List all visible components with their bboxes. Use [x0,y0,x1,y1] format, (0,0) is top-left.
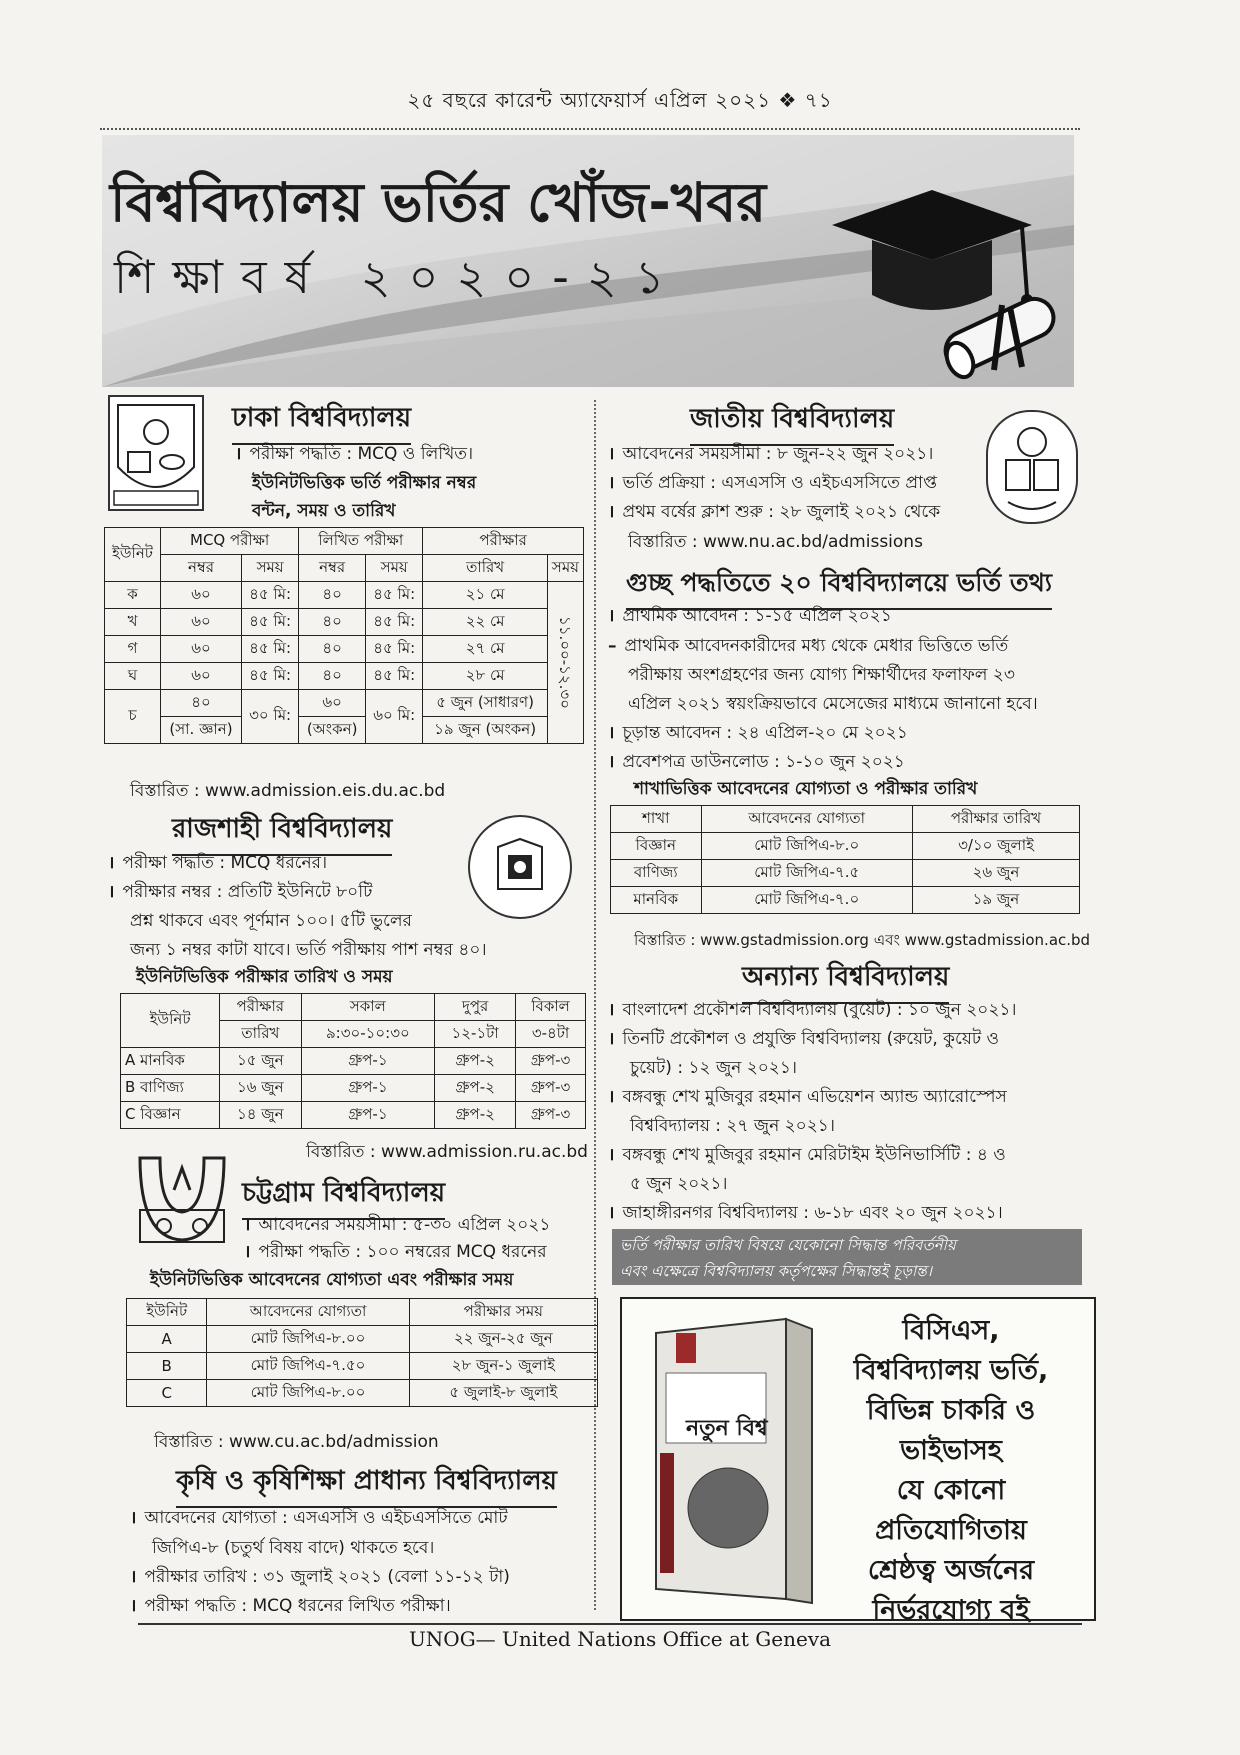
th-date: তারিখ [423,555,548,582]
cell-mcq-time: ৪৫ মি: [242,609,299,636]
cell-branch: মানবিক [611,887,702,914]
bullet: । [244,1215,251,1235]
dhaka-line3: বন্টন, সময় ও তারিখ [252,501,396,521]
cell-mcq-marks: ৬০ [161,609,242,636]
dhaka-line2: ইউনিটভিত্তিক ভর্তি পরীক্ষার নম্বর [252,473,477,493]
cell-afternoon: গ্রুপ-৩ [516,1102,586,1129]
notice-line2: এবং এক্ষেত্রে বিশ্ববিদ্যালয় কর্তৃপক্ষের সিদ্ধান্তই চূড়ান্ত। [620,1262,933,1280]
rajshahi-details-link[interactable]: বিস্তারিত : www.admission.ru.ac.bd [306,1142,588,1162]
th-time: সময় [242,555,299,582]
bullet: । [108,882,115,902]
cluster-line5-row [608,719,908,748]
cluster-line3: পরীক্ষায় অংশগ্রহণের জন্য যোগ্য শিক্ষার্থীদের ফলাফল ২৩ [628,665,1015,685]
dotted-divider [100,128,1080,130]
bullet: । [608,1029,615,1049]
bullet: । [108,853,115,873]
th-marks: নম্বর [299,555,366,582]
ad-line: নির্ভরযোগ্য বই [872,1595,1030,1626]
th-time: সময় [366,555,423,582]
bullet: । [244,1242,251,1262]
th-exam: পরীক্ষার [220,994,301,1021]
table-row [611,887,1080,914]
cell-mcq-marks: ৬০ [161,582,242,609]
cell-unit: B বাণিজ্য [121,1075,220,1102]
ad-line: বিভিন্ন চাকরি ও [866,1395,1036,1426]
cell-date: ১৬ জুন [220,1075,301,1102]
cell-date: ১৫ জুন [220,1048,301,1075]
bullet: । [608,752,615,772]
national-title: জাতীয় বিশ্ববিদ্যালয় [690,398,894,446]
th-afternoon-time: ৩-৪টা [516,1021,586,1048]
bullet: । [130,1508,137,1528]
table-header-row [611,806,1080,833]
th-exam-date: পরীক্ষার তারিখ [912,806,1079,833]
cell-mcq-time: ৪৫ মি: [242,582,299,609]
bullet: । [608,723,615,743]
cell-morning: গ্রুপ-১ [301,1048,435,1075]
cell-written-time: ৬০ মি: [366,690,423,744]
bullet: । [608,1145,615,1165]
th-unit: ইউনিট [127,1299,207,1326]
national-line2-row [608,469,937,498]
cell-eligibility: মোট জিপিএ-৮.০০ [207,1380,409,1407]
ad-line: বিসিএস, [902,1315,1000,1346]
footer-text: UNOG— United Nations Office at Geneva [408,1627,832,1651]
others-line3a: বঙ্গবন্ধু শেখ মুজিবুর রহমান এভিয়েশন অ্যান্ড অ্যারোস্পেস [622,1087,1007,1107]
agri-line1-row [130,1504,508,1533]
table-header-row [105,528,584,555]
ad-text [826,1311,1076,1631]
ad-line: ভাইভাসহ [900,1435,1002,1466]
cell-noon: গ্রুপ-২ [435,1048,516,1075]
cell-eligibility: মোট জিপিএ-৭.৫ [701,860,912,887]
cell-morning: গ্রুপ-১ [301,1075,435,1102]
cluster-line4: এপ্রিল ২০২১ স্বয়ংক্রিয়ভাবে মেসেজের মাধ্যমে জানানো হবে। [628,694,1038,714]
book-advertisement [620,1297,1096,1626]
table-subheader-row [105,555,584,582]
table-row [105,690,584,717]
page-header: ২৫ বছরে কারেন্ট অ্যাফেয়ার্স এপ্রিল ২০২১ ❖ ৭১ [407,88,833,112]
agri-line3-row [130,1563,510,1592]
th-written: লিখিত পরীক্ষা [299,528,423,555]
chittagong-exam-table [126,1298,598,1407]
dhaka-exam-table [104,527,584,744]
table-row [611,833,1080,860]
others-line2-row [608,1025,999,1054]
chittagong-title: চট্টগ্রাম বিশ্ববিদ্যালয় [242,1172,445,1220]
cell-written-time: ৪৫ মি: [366,609,423,636]
table-row [121,1048,586,1075]
ad-line: যে কোনো [896,1475,1006,1506]
cell-mcq-time: ৩০ মি: [242,690,299,744]
bullet: । [130,1596,137,1616]
bullet: । [608,502,615,522]
footer-divider [138,1623,1082,1625]
bullet: । [608,444,615,464]
others-line3-row [608,1083,1007,1112]
cell-mcq-marks: ৪০ [161,690,242,717]
rajshahi-line2-row [108,878,372,907]
th-afternoon: বিকাল [516,994,586,1021]
agri-line4: পরীক্ষা পদ্ধতি : MCQ ধরনের লিখিত পরীক্ষা। [144,1596,451,1616]
cell-unit: ঘ [105,663,161,690]
rajshahi-line4: জন্য ১ নম্বর কাটা যাবে। ভর্তি পরীক্ষায় পাশ নম্বর ৪০। [130,940,487,960]
agri-line1: আবেদনের যোগ্যতা : এসএসসি ও এইচএসসিতে মোট [144,1508,508,1528]
cell-exam-time: ৫ জুলাই-৮ জুলাই [409,1380,597,1407]
others-line5: জাহাঙ্গীরনগর বিশ্ববিদ্যালয় : ৬-১৮ এবং ২০ জুন ২০২১। [622,1203,1003,1223]
cluster-line1: প্রাথমিক আবেদন : ১-১৫ এপ্রিল ২০২১ [622,606,892,626]
table-row [127,1353,598,1380]
cell-unit: চ [105,690,161,744]
cell-date: ২৭ মে [423,636,548,663]
cell-mcq-sub: (সা. জ্ঞান) [161,717,242,744]
th-unit: ইউনিট [121,994,220,1048]
cell-branch: বিজ্ঞান [611,833,702,860]
table-row [105,636,584,663]
cell-written-marks: ৬০ [299,690,366,717]
cell-eligibility: মোট জিপিএ-৮.০ [701,833,912,860]
th-morning: সকাল [301,994,435,1021]
banner-title: বিশ্ববিদ্যালয় ভর্তির খোঁজ-খবর [110,171,767,234]
cell-noon: গ্রুপ-২ [435,1075,516,1102]
ad-line: প্রতিযোগিতায় [875,1515,1027,1546]
cell-written-time: ৪৫ মি: [366,663,423,690]
table-row [105,717,584,744]
others-line4b: ৫ জুন ২০২১। [630,1174,728,1194]
national-line2: ভর্তি প্রক্রিয়া : এসএসসি ও এইচএসসিতে প্রাপ্ত [622,473,937,493]
cell-mcq-time: ৪৫ মি: [242,663,299,690]
bullet: । [608,606,615,626]
bullet: । [235,444,242,464]
dhaka-title: ঢাকা বিশ্ববিদ্যালয় [232,397,411,445]
cell-mcq-marks: ৬০ [161,636,242,663]
agri-line3: পরীক্ষার তারিখ : ৩১ জুলাই ২০২১ (বেলা ১১-১২ টা) [144,1567,510,1587]
th-mcq: MCQ পরীক্ষা [161,528,299,555]
chittagong-table-caption: ইউনিটভিত্তিক আবেদনের যোগ্যতা এবং পরীক্ষার সময় [150,1270,514,1290]
national-line3-row [608,498,940,527]
cell-date: ২১ মে [423,582,548,609]
cluster-line6: প্রবেশপত্র ডাউনলোড : ১-১০ জুন ২০২১ [622,752,905,772]
cell-written-time: ৪৫ মি: [366,636,423,663]
th-exam-time: পরীক্ষার সময় [409,1299,597,1326]
book-cover-image [636,1313,826,1605]
table-header-row [127,1299,598,1326]
ad-line: বিশ্ববিদ্যালয় ভর্তি, [853,1355,1049,1386]
th-noon-time: ১২-১টা [435,1021,516,1048]
cell-exam-date: ১৯ জুন [912,887,1079,914]
cluster-exam-table [610,805,1080,914]
cluster-details-link[interactable]: বিস্তারিত : www.gstadmission.org এবং www.gstadmission.ac.bd [634,931,1091,949]
cell-written-marks: ৪০ [299,663,366,690]
time-span-text: ১১.০০-১২.৩০ [555,616,574,709]
th-unit: ইউনিট [105,528,161,582]
cell-written-time: ৪৫ মি: [366,582,423,609]
cluster-title: গুচ্ছ পদ্ধতিতে ২০ বিশ্ববিদ্যালয়ে ভর্তি তথ্য [626,563,1052,610]
table-row [611,860,1080,887]
table-row [127,1380,598,1407]
bullet: । [130,1567,137,1587]
chittagong-line2: পরীক্ষা পদ্ধতি : ১০০ নম্বরের MCQ ধরনের [258,1242,547,1262]
table-row [127,1326,598,1353]
cluster-line2: প্রাথমিক আবেদনকারীদের মধ্য থেকে মেধার ভিত্তিতে ভর্তি [624,636,1009,656]
table-header-row [121,994,586,1021]
national-line3: প্রথম বর্ষের ক্লাশ শুরু : ২৮ জুলাই ২০২১ থেকে [622,502,941,522]
national-line1: আবেদনের সময়সীমা : ৮ জুন-২২ জুন ২০২১। [622,444,934,464]
rajshahi-table-caption: ইউনিটভিত্তিক পরীক্ষার তারিখ ও সময় [136,967,393,987]
chittagong-line2-row [244,1238,547,1267]
cell-unit: গ [105,636,161,663]
column-separator [594,400,596,1610]
national-line1-row [608,440,933,469]
cell-date: ১৪ জুন [220,1102,301,1129]
others-line1: বাংলাদেশ প্রকৌশল বিশ্ববিদ্যালয় (বুয়েট) : ১০ জুন ২০২১। [622,1000,1017,1020]
cell-mcq-time: ৪৫ মি: [242,636,299,663]
cluster-table-caption: শাখাভিত্তিক আবেদনের যোগ্যতা ও পরীক্ষার তারিখ [634,779,978,799]
cell-written-marks: ৪০ [299,582,366,609]
ad-line: শ্রেষ্ঠত্ব অর্জনের [867,1555,1035,1586]
cluster-line6-row [608,748,905,777]
others-line4a: বঙ্গবন্ধু শেখ মুজিবুর রহমান মেরিটাইম ইউনিভার্সিটি : ৪ ও [622,1145,1006,1165]
dhaka-details-link[interactable]: বিস্তারিত : www.admission.eis.du.ac.bd [130,781,446,801]
cell-eligibility: মোট জিপিএ-৭.৫০ [207,1353,409,1380]
cell-date: ২৮ মে [423,663,548,690]
chittagong-line1-row [244,1211,550,1240]
cell-morning: গ্রুপ-১ [301,1102,435,1129]
table-row [121,1075,586,1102]
dhaka-line1: পরীক্ষা পদ্ধতি : MCQ ও লিখিত। [249,444,474,464]
cell-unit: A মানবিক [121,1048,220,1075]
cell-date: ৫ জুন (সাধারণ) [423,690,548,717]
th-noon: দুপুর [435,994,516,1021]
agri-line4-row [130,1592,451,1621]
cell-exam-time: ২৮ জুন-১ জুলাই [409,1353,597,1380]
national-university-logo [986,410,1078,524]
cell-noon: গ্রুপ-২ [435,1102,516,1129]
cell-unit: B [127,1353,207,1380]
cluster-line1-row [608,602,892,631]
cell-exam-date: ২৬ জুন [912,860,1079,887]
others-title: অন্যান্য বিশ্ববিদ্যালয় [742,956,949,1004]
cell-exam-date: ৩/১০ জুলাই [912,833,1079,860]
table-row [105,663,584,690]
rajshahi-exam-table [120,993,586,1129]
th-marks: নম্বর [161,555,242,582]
cell-unit: ক [105,582,161,609]
bullet: । [608,1087,615,1107]
cell-mcq-marks: ৬০ [161,663,242,690]
cell-date: ২২ মে [423,609,548,636]
others-line2a: তিনটি প্রকৌশল ও প্রযুক্তি বিশ্ববিদ্যালয় (রুয়েট, কুয়েট ও [622,1029,1000,1049]
cluster-line5: চূড়ান্ত আবেদন : ২৪ এপ্রিল-২০ মে ২০২১ [622,723,908,743]
th-eligibility: আবেদনের যোগ্যতা [701,806,912,833]
cell-afternoon: গ্রুপ-৩ [516,1075,586,1102]
cluster-line2-row: – প্রাথমিক আবেদনকারীদের মধ্য থেকে মেধার ভিত্তিতে ভর্তি [608,636,1009,656]
agri-title: কৃষি ও কৃষিশিক্ষা প্রাধান্য বিশ্ববিদ্যালয় [176,1460,557,1508]
banner-subtitle: শিক্ষাবর্ষ ২০২০-২১ [114,250,683,304]
chittagong-line1: আবেদনের সময়সীমা : ৫-৩০ এপ্রিল ২০২১ [258,1215,551,1235]
bullet: । [608,1000,615,1020]
bullet: । [608,1203,615,1223]
cell-time-span [547,582,583,744]
th-date: তারিখ [220,1021,301,1048]
cell-exam-time: ২২ জুন-২৫ জুন [409,1326,597,1353]
rajshahi-line3: প্রশ্ন থাকবে এবং পূর্ণমান ১০০। ৫টি ভুলের [130,911,412,931]
th-time2: সময় [547,555,583,582]
national-details-link[interactable]: বিস্তারিত : www.nu.ac.bd/admissions [628,532,923,552]
rajshahi-line2: পরীক্ষার নম্বর : প্রতিটি ইউনিটে ৮০টি [122,882,373,902]
th-branch: শাখা [611,806,702,833]
banner [102,135,1074,387]
rajshahi-line1: পরীক্ষা পদ্ধতি : MCQ ধরনের। [122,853,328,873]
cell-afternoon: গ্রুপ-৩ [516,1048,586,1075]
rajshahi-line1-row [108,849,327,878]
rajshahi-university-logo [468,815,572,919]
rajshahi-title: রাজশাহী বিশ্ববিদ্যালয় [172,808,392,856]
th-morning-time: ৯:৩০-১০:৩০ [301,1021,435,1048]
cell-written-marks: ৪০ [299,636,366,663]
cell-written-marks: ৪০ [299,609,366,636]
cell-written-sub: (অংকন) [299,717,366,744]
table-row [105,609,584,636]
bullet: । [608,473,615,493]
notice-line1: ভর্তি পরীক্ষার তারিখ বিষয়ে যেকোনো সিদ্ধান্ত পরিবর্তনীয় [620,1236,956,1254]
cell-unit: C [127,1380,207,1407]
chittagong-details-link[interactable]: বিস্তারিত : www.cu.ac.bd/admission [154,1432,439,1452]
dhaka-university-logo [108,395,204,511]
others-line5-row [608,1199,1003,1228]
notice-box [612,1229,1082,1285]
agri-line2: জিপিএ-৮ (চতুর্থ বিষয় বাদে) থাকতে হবে। [152,1538,435,1558]
cell-unit: A [127,1326,207,1353]
book-title: নতুন বিশ্ব [686,1416,768,1441]
dhaka-line-exam-method [235,440,473,469]
chittagong-university-logo [132,1150,232,1246]
others-line2b: চুয়েট) : ১২ জুন ২০২১। [630,1058,797,1078]
cell-eligibility: মোট জিপিএ-৮.০০ [207,1326,409,1353]
cell-date: ১৯ জুন (অংকন) [423,717,548,744]
th-eligibility: আবেদনের যোগ্যতা [207,1299,409,1326]
others-line1-row [608,996,1017,1025]
table-row [105,582,584,609]
cell-eligibility: মোট জিপিএ-৭.০ [701,887,912,914]
diploma-scroll-icon [932,275,1072,385]
cell-unit: খ [105,609,161,636]
cell-unit: C বিজ্ঞান [121,1102,220,1129]
table-row [121,1102,586,1129]
others-line3b: বিশ্ববিদ্যালয় : ২৭ জুন ২০২১। [630,1116,835,1136]
th-exam: পরীক্ষার [423,528,584,555]
cell-branch: বাণিজ্য [611,860,702,887]
others-line4-row [608,1141,1006,1170]
